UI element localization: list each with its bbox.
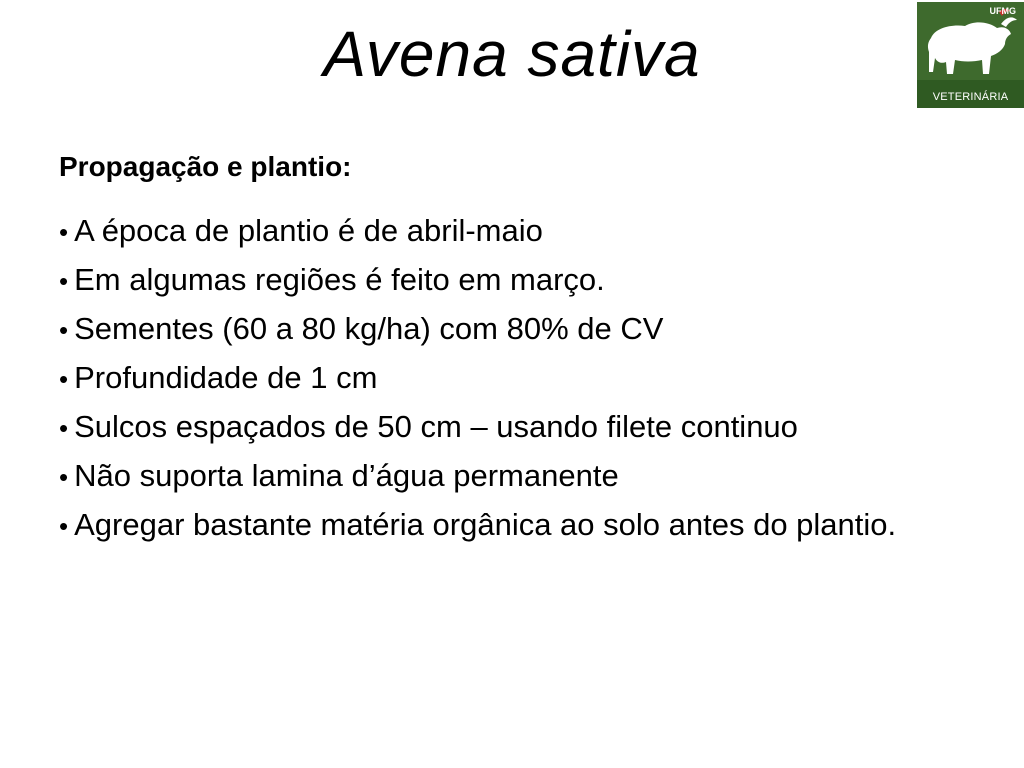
bullet-list (59, 207, 959, 550)
bullet-text: Sulcos espaçados de 50 cm – usando filete continuo (74, 409, 798, 444)
bullet-item (59, 207, 959, 256)
bullet-icon: • (59, 462, 69, 492)
bullet-item (59, 305, 959, 354)
section-heading: Propagação e plantio: (59, 151, 352, 182)
bullet-item (59, 256, 959, 305)
bullet-icon: • (59, 217, 69, 247)
bullet-text: Sementes (60 a 80 kg/ha) com 80% de CV (74, 311, 664, 346)
bullet-icon: • (59, 511, 69, 541)
bullet-icon: • (59, 413, 69, 443)
bullet-icon: • (59, 266, 69, 296)
bullet-icon: • (59, 364, 69, 394)
ufmg-veterinaria-logo (917, 2, 1024, 108)
logo-ufmg-text: UFMG (989, 6, 1016, 16)
bullet-text: Não suporta lamina d’água permanente (74, 458, 619, 493)
bullet-text: Agregar bastante matéria orgânica ao solo antes do plantio. (74, 507, 897, 542)
bullet-item (59, 452, 959, 501)
bullet-icon: • (59, 315, 69, 345)
bullet-text: Em algumas regiões é feito em março. (74, 262, 605, 297)
slide-content (59, 147, 959, 550)
logo-veterinaria-text: VETERINÁRIA (932, 91, 1009, 103)
bullet-text: A época de plantio é de abril-maio (74, 213, 543, 248)
slide-title: Avena sativa (323, 18, 701, 90)
bullet-text: Profundidade de 1 cm (74, 360, 378, 395)
bullet-item (59, 403, 959, 452)
bullet-item (59, 501, 959, 550)
bullet-item (59, 354, 959, 403)
